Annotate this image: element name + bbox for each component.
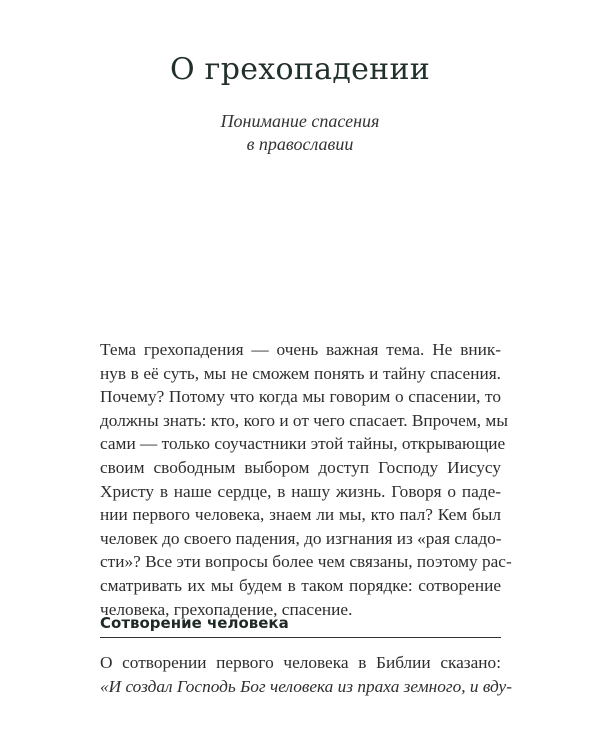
chapter-subtitle — [0, 110, 600, 156]
intro-paragraph — [100, 338, 512, 621]
text-line: О сотворении первого человека в Библии сказано: — [100, 653, 501, 672]
text-line: Почему? Потому что когда мы говорим о спасении, то — [100, 387, 501, 407]
text-line: сами — только соучастники этой тайны, открывающие — [100, 434, 506, 454]
section-heading: Сотворение человека — [100, 614, 501, 638]
scripture-quote-line: «И создал Господь Бог человека из праха земного, и вду- — [100, 676, 512, 696]
chapter-title: О грехопадении — [169, 52, 431, 87]
subtitle-line: в православии — [246, 134, 354, 154]
text-line: сти»? Все эти вопросы более чем связаны, поэтому рас- — [100, 552, 512, 572]
subtitle-line: Понимание спасения — [220, 111, 380, 131]
text-line: сматривать их мы будем в таком порядке: сотворение — [100, 575, 501, 595]
text-line: человек до своего падения, до изгнания из «рая сладо- — [100, 528, 502, 548]
text-line: своим свободным выбором доступ Господу Иисусу — [100, 457, 501, 477]
text-line: Тема грехопадения — очень важная тема. Не вник- — [100, 340, 501, 359]
section-paragraph — [100, 651, 512, 698]
text-line: нии первого человека, знаем ли мы, кто пал? Кем был — [100, 505, 501, 525]
text-line: должны знать: кто, кого и от чего спасает. Впрочем, мы — [100, 410, 508, 430]
text-line: человека, грехопадение, спасение. — [100, 599, 353, 619]
text-line: нув в её суть, мы не сможем понять и тайну спасения. — [100, 363, 501, 383]
text-line: Христу в наше сердце, в нашу жизнь. Говоря о паде- — [100, 481, 501, 501]
